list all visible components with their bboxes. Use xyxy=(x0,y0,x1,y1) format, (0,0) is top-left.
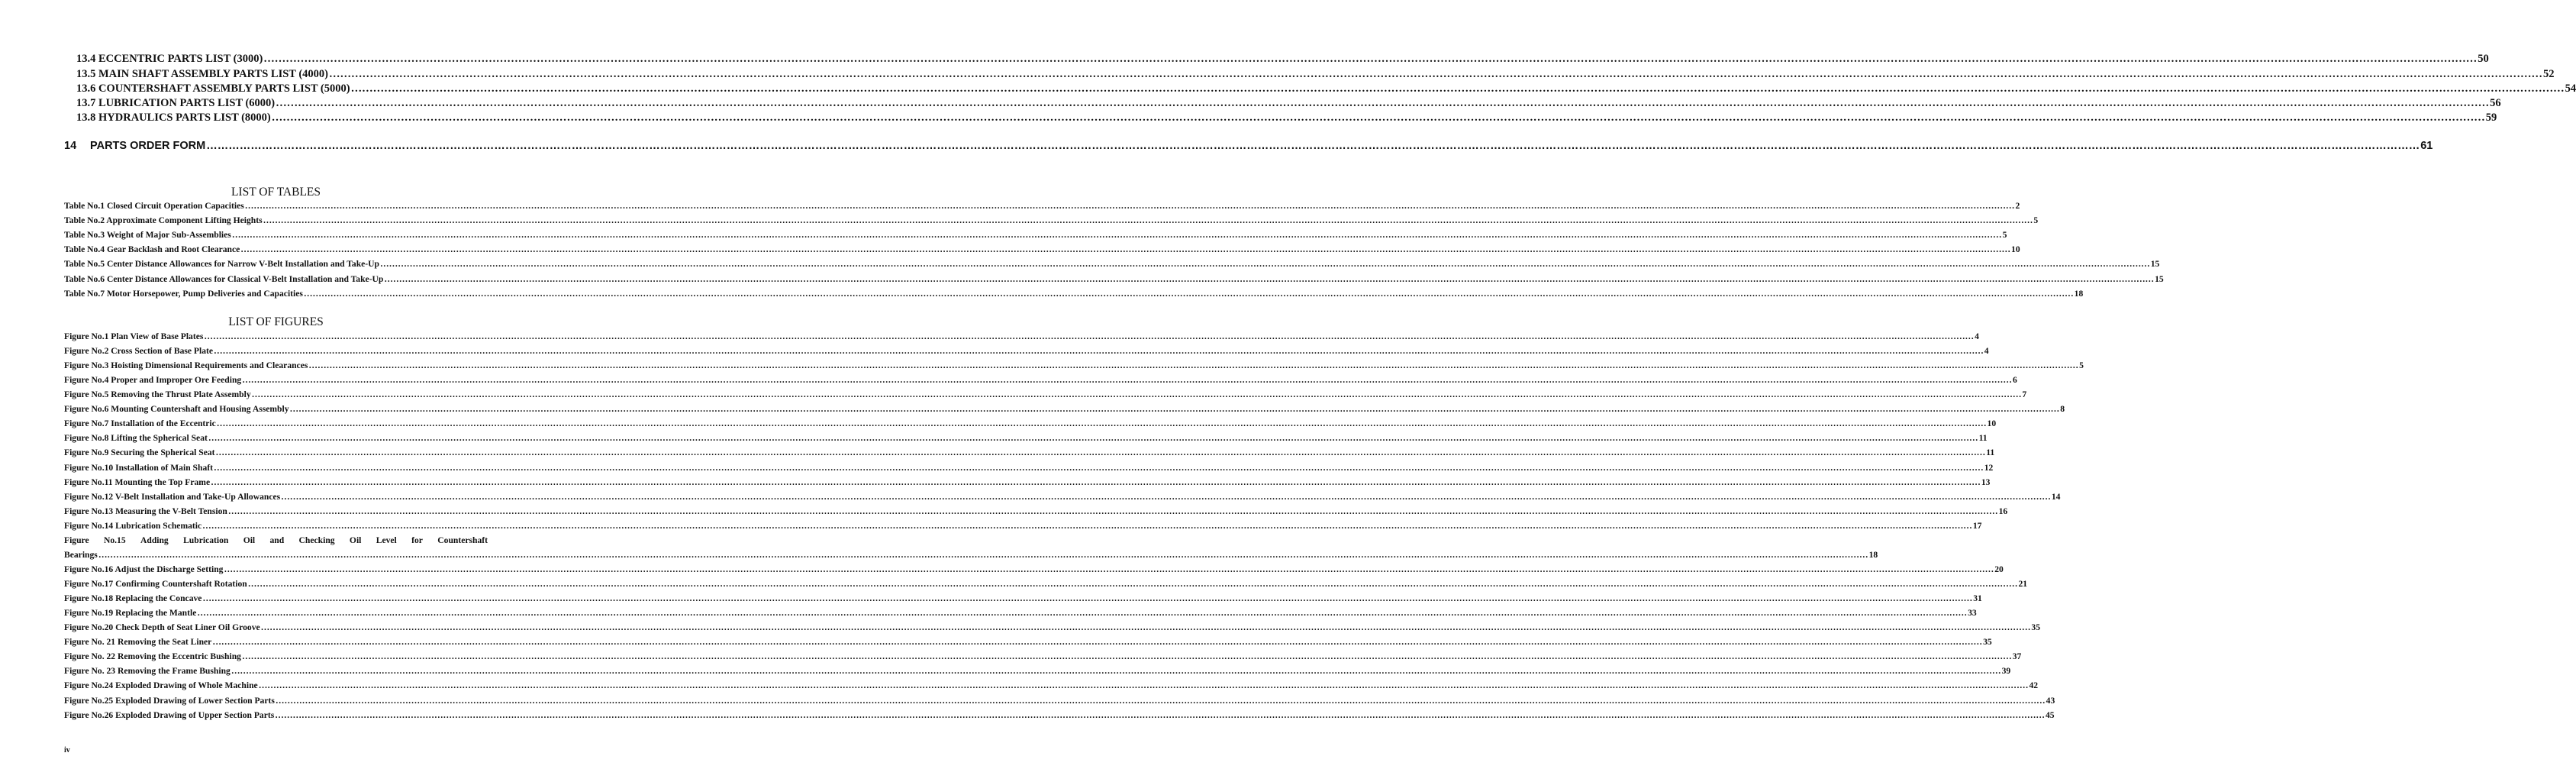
toc-subsection-13-7 xyxy=(76,97,2501,110)
dot-leader: …………………………………………………………………………………………………………………………………………………………………………………………………………………………………………………………………………………………………………………………………………………………………………………………………………………………………………………………………………………………………………………………………………………… xyxy=(328,68,2542,80)
toc-page-number: 14 xyxy=(2051,491,2061,502)
toc-page-number: 39 xyxy=(2001,666,2011,677)
dot-leader: …………………………………………………………………………………………………………………………………………………………………………………………………………………………………………………………………………………………………………………………………………………………………………………………………………………………………………………………………………………………………………………………………………………… xyxy=(263,53,2478,65)
word: Countershaft xyxy=(437,535,488,545)
figure-entry xyxy=(64,593,1982,604)
toc-page-number: 16 xyxy=(1998,506,2008,516)
toc-entry-text: Figure No.18 Replacing the Concave xyxy=(64,593,202,604)
toc-page-number: 31 xyxy=(1973,593,1982,604)
toc-page-number: 5 xyxy=(2079,360,2084,371)
dot-leader: …………………………………………………………………………………………………………………………………………………………………………………………………………………………………………………………………………………………………………………………………………………………………………………………………………………………………………………………………………………………………………………………………………………… xyxy=(206,140,2420,152)
dot-leader: …………………………………………………………………………………………………………………………………………………………………………………………………………………………………………………………………………………………………………………………………………………………………………………………………………………………………………………………………………………………………………………………………………………… xyxy=(216,418,1987,429)
toc-entry-text: Figure No.11 Mounting the Top Frame xyxy=(64,477,211,487)
word: and xyxy=(269,535,285,545)
toc-entry-text: Bearings xyxy=(64,549,98,560)
dot-leader: …………………………………………………………………………………………………………………………………………………………………………………………………………………………………………………………………………………………………………………………………………………………………………………………………………………………………………………………………………………………………………………………………………………… xyxy=(242,375,2012,386)
toc-page-number: 11 xyxy=(1978,433,1988,444)
toc-chapter-text xyxy=(64,140,205,152)
figure-entry-15-line-2 xyxy=(64,549,1878,560)
figure-entry xyxy=(64,375,2017,386)
list-of-figures-heading: LIST OF FIGURES xyxy=(228,315,324,328)
dot-leader: …………………………………………………………………………………………………………………………………………………………………………………………………………………………………………………………………………………………………………………………………………………………………………………………………………………………………………………………………………………………………………………………………………………… xyxy=(231,230,2002,241)
toc-entry-text: Table No.1 Closed Circuit Operation Capacities xyxy=(64,201,244,211)
figure-entry xyxy=(64,389,2027,400)
dot-leader: …………………………………………………………………………………………………………………………………………………………………………………………………………………………………………………………………………………………………………………………………………………………………………………………………………………………………………………………………………………………………………………………………………………… xyxy=(204,331,1975,341)
word: Oil xyxy=(243,535,256,545)
toc-page-number: 11 xyxy=(1986,448,1995,458)
table-entry xyxy=(64,259,2160,270)
toc-page-number: 5 xyxy=(2002,230,2007,241)
toc-chapter-14 xyxy=(64,140,2433,152)
toc-page-number: 6 xyxy=(2012,375,2017,386)
toc-page-number: 43 xyxy=(2046,695,2055,706)
dot-leader: …………………………………………………………………………………………………………………………………………………………………………………………………………………………………………………………………………………………………………………………………………………………………………………………………………………………………………………………………………………………………………………………………………………… xyxy=(211,477,1981,487)
figure-entry xyxy=(64,637,1992,648)
word: Level xyxy=(376,535,397,545)
chapter-title: PARTS ORDER FORM xyxy=(90,140,206,152)
dot-leader: …………………………………………………………………………………………………………………………………………………………………………………………………………………………………………………………………………………………………………………………………………………………………………………………………………………………………………………………………………………………………………………………………………………… xyxy=(197,608,1968,619)
toc-page-number: 2 xyxy=(2015,201,2020,211)
toc-subsection-13-8 xyxy=(76,111,2497,124)
toc-entry-text: Figure No.19 Replacing the Mantle xyxy=(64,608,197,619)
word: Lubrication xyxy=(183,535,229,545)
toc-entry-text: Figure No.3 Hoisting Dimensional Requirements and Clearances xyxy=(64,360,308,371)
toc-page-number: 52 xyxy=(2542,68,2555,80)
dot-leader: …………………………………………………………………………………………………………………………………………………………………………………………………………………………………………………………………………………………………………………………………………………………………………………………………………………………………………………………………………………………………………………………………………………… xyxy=(212,637,1983,648)
toc-entry-text: Figure No.17 Confirming Countershaft Rotation xyxy=(64,579,247,590)
toc-page-number: 18 xyxy=(1868,549,1878,560)
word: Figure xyxy=(64,535,89,545)
figure-entry xyxy=(64,520,1982,531)
toc-page-number: 37 xyxy=(2012,651,2022,662)
toc-entry-text: Table No.5 Center Distance Allowances for Narrow V-Belt Installation and Take-Up xyxy=(64,259,379,270)
dot-leader: …………………………………………………………………………………………………………………………………………………………………………………………………………………………………………………………………………………………………………………………………………………………………………………………………………………………………………………………………………………………………………………………………………………… xyxy=(251,389,2022,400)
dot-leader: …………………………………………………………………………………………………………………………………………………………………………………………………………………………………………………………………………………………………………………………………………………………………………………………………………………………………………………………………………………………………………………………………………………… xyxy=(308,360,2079,371)
list-of-tables-heading: LIST OF TABLES xyxy=(231,186,321,199)
word: Oil xyxy=(349,535,362,545)
table-entry xyxy=(64,288,2084,299)
figure-entry xyxy=(64,404,2065,415)
dot-leader: …………………………………………………………………………………………………………………………………………………………………………………………………………………………………………………………………………………………………………………………………………………………………………………………………………………………………………………………………………………………………………………………………………………… xyxy=(240,244,2011,255)
toc-page-number: 7 xyxy=(2022,389,2027,400)
dot-leader: …………………………………………………………………………………………………………………………………………………………………………………………………………………………………………………………………………………………………………………………………………………………………………………………………………………………………………………………………………………………………………………………………………………… xyxy=(263,215,2033,226)
figure-entry xyxy=(64,506,2008,516)
dot-leader: …………………………………………………………………………………………………………………………………………………………………………………………………………………………………………………………………………………………………………………………………………………………………………………………………………………………………………………………………………………………………………………………………………………… xyxy=(247,579,2018,590)
dot-leader: …………………………………………………………………………………………………………………………………………………………………………………………………………………………………………………………………………………………………………………………………………………………………………………………………………………………………………………………………………………………………………………………………………………… xyxy=(303,288,2074,299)
toc-page-number: 59 xyxy=(2485,111,2497,124)
toc-entry-text: 13.7 LUBRICATION PARTS LIST (6000) xyxy=(76,97,276,109)
dot-leader: …………………………………………………………………………………………………………………………………………………………………………………………………………………………………………………………………………………………………………………………………………………………………………………………………………………………………………………………………………………………………………………………………………………… xyxy=(275,709,2045,720)
dot-leader: …………………………………………………………………………………………………………………………………………………………………………………………………………………………………………………………………………………………………………………………………………………………………………………………………………………………………………………………………………………………………………………………………………………… xyxy=(215,448,1986,458)
figure-entry xyxy=(64,622,2041,633)
figure-entry xyxy=(64,680,2039,691)
figure-entry-15-line-1 xyxy=(64,535,488,545)
dot-leader: …………………………………………………………………………………………………………………………………………………………………………………………………………………………………………………………………………………………………………………………………………………………………………………………………………………………………………………………………………………………………………………………………………………… xyxy=(384,273,2155,284)
table-entry xyxy=(64,244,2020,255)
word: for xyxy=(411,535,423,545)
toc-entry-text: Table No.7 Motor Horsepower, Pump Deliveries and Capacities xyxy=(64,288,303,299)
figure-entry xyxy=(64,651,2022,662)
toc-page-number: 56 xyxy=(2490,97,2501,109)
toc-page-number: 10 xyxy=(1987,418,1997,429)
dot-leader: …………………………………………………………………………………………………………………………………………………………………………………………………………………………………………………………………………………………………………………………………………………………………………………………………………………………………………………………………………………………………………………………………………………… xyxy=(213,462,1984,473)
figure-entry xyxy=(64,477,1991,487)
dot-leader: …………………………………………………………………………………………………………………………………………………………………………………………………………………………………………………………………………………………………………………………………………………………………………………………………………………………………………………………………………………………………………………………………………………… xyxy=(227,506,1998,516)
toc-page-number: 33 xyxy=(1968,608,1977,619)
table-entry xyxy=(64,273,2164,284)
toc-page-number: 20 xyxy=(1994,564,2004,574)
dot-leader: …………………………………………………………………………………………………………………………………………………………………………………………………………………………………………………………………………………………………………………………………………………………………………………………………………………………………………………………………………………………………………………………………………………… xyxy=(202,593,1973,604)
toc-entry-text: Figure No.12 V-Belt Installation and Take-Up Allowances xyxy=(64,491,281,502)
toc-entry-text: Table No.4 Gear Backlash and Root Clearance xyxy=(64,244,240,255)
toc-subsection-13-6 xyxy=(76,82,2576,95)
toc-page-number: 10 xyxy=(2011,244,2020,255)
toc-entry-text: Figure No.13 Measuring the V-Belt Tension xyxy=(64,506,227,516)
toc-page-number: 5 xyxy=(2033,215,2039,226)
toc-subsection-13-5 xyxy=(76,68,2555,81)
figure-entry xyxy=(64,564,2004,574)
toc-entry-text: Figure No.8 Lifting the Spherical Seat xyxy=(64,433,208,444)
toc-page-number: 15 xyxy=(2155,273,2164,284)
toc-entry-text: Table No.3 Weight of Major Sub-Assemblies xyxy=(64,230,231,241)
dot-leader: …………………………………………………………………………………………………………………………………………………………………………………………………………………………………………………………………………………………………………………………………………………………………………………………………………………………………………………………………………………………………………………………………………………… xyxy=(231,666,2001,677)
toc-entry-text: Figure No.5 Removing the Thrust Plate Assembly xyxy=(64,389,251,400)
toc-entry-text: Figure No.1 Plan View of Base Plates xyxy=(64,331,204,341)
figure-entry xyxy=(64,346,1989,357)
word: Adding xyxy=(140,535,169,545)
dot-leader: …………………………………………………………………………………………………………………………………………………………………………………………………………………………………………………………………………………………………………………………………………………………………………………………………………………………………………………………………………………………………………………………………………………… xyxy=(202,520,1972,531)
dot-leader: …………………………………………………………………………………………………………………………………………………………………………………………………………………………………………………………………………………………………………………………………………………………………………………………………………………………………………………………………………………………………………………………………………………… xyxy=(244,201,2015,211)
dot-leader: …………………………………………………………………………………………………………………………………………………………………………………………………………………………………………………………………………………………………………………………………………………………………………………………………………………………………………………………………………………………………………………………………………………… xyxy=(380,259,2150,270)
toc-entry-text: Figure No.6 Mounting Countershaft and Housing Assembly xyxy=(64,404,289,415)
toc-page-number: 4 xyxy=(1984,346,1989,357)
dot-leader: …………………………………………………………………………………………………………………………………………………………………………………………………………………………………………………………………………………………………………………………………………………………………………………………………………………………………………………………………………………………………………………………………………………… xyxy=(98,549,1868,560)
toc-page-number: 42 xyxy=(2029,680,2039,691)
figure-entry xyxy=(64,448,1995,458)
toc-entry-text: Figure No. 21 Removing the Seat Liner xyxy=(64,637,212,648)
dot-leader: …………………………………………………………………………………………………………………………………………………………………………………………………………………………………………………………………………………………………………………………………………………………………………………………………………………………………………………………………………………………………………………………………………………… xyxy=(275,695,2046,706)
dot-leader: …………………………………………………………………………………………………………………………………………………………………………………………………………………………………………………………………………………………………………………………………………………………………………………………………………………………………………………………………………………………………………………………………………………… xyxy=(241,651,2012,662)
table-entry xyxy=(64,201,2020,211)
toc-entry-text: Table No.6 Center Distance Allowances for Classical V-Belt Installation and Take-Up xyxy=(64,273,384,284)
figure-entry xyxy=(64,462,1994,473)
toc-entry-text: Figure No.24 Exploded Drawing of Whole Machine xyxy=(64,680,258,691)
page-number: iv xyxy=(64,746,70,755)
toc-entry-text: 13.6 COUNTERSHAFT ASSEMBLY PARTS LIST (5000) xyxy=(76,82,350,95)
toc-entry-text: Figure No.14 Lubrication Schematic xyxy=(64,520,202,531)
toc-page-number: 21 xyxy=(2018,579,2028,590)
figure-entry xyxy=(64,695,2055,706)
toc-page-number: 18 xyxy=(2074,288,2084,299)
dot-leader: …………………………………………………………………………………………………………………………………………………………………………………………………………………………………………………………………………………………………………………………………………………………………………………………………………………………………………………………………………………………………………………………………………………… xyxy=(276,97,2490,109)
dot-leader: …………………………………………………………………………………………………………………………………………………………………………………………………………………………………………………………………………………………………………………………………………………………………………………………………………………………………………………………………………………………………………………………………………………… xyxy=(281,491,2051,502)
figure-entry xyxy=(64,709,2055,720)
toc-page-number: 17 xyxy=(1972,520,1982,531)
dot-leader: …………………………………………………………………………………………………………………………………………………………………………………………………………………………………………………………………………………………………………………………………………………………………………………………………………………………………………………………………………………………………………………………………………………… xyxy=(258,680,2029,691)
toc-entry-text: Figure No.2 Cross Section of Base Plate xyxy=(64,346,214,357)
toc-page-number: 8 xyxy=(2060,404,2065,415)
figure-entry xyxy=(64,666,2011,677)
toc-page-number: 45 xyxy=(2046,709,2055,720)
figure-entry xyxy=(64,608,1977,619)
dot-leader: …………………………………………………………………………………………………………………………………………………………………………………………………………………………………………………………………………………………………………………………………………………………………………………………………………………………………………………………………………………………………………………………………………………… xyxy=(350,82,2565,95)
table-entry xyxy=(64,230,2007,241)
figure-entry xyxy=(64,418,1997,429)
dot-leader: …………………………………………………………………………………………………………………………………………………………………………………………………………………………………………………………………………………………………………………………………………………………………………………………………………………………………………………………………………………………………………………………………………………… xyxy=(289,404,2060,415)
toc-entry-text: Figure No.9 Securing the Spherical Seat xyxy=(64,448,215,458)
figure-entry xyxy=(64,491,2061,502)
toc-page-number: 35 xyxy=(2031,622,2041,633)
toc-page-number: 35 xyxy=(1983,637,1992,648)
toc-entry-text: Figure No.26 Exploded Drawing of Upper Section Parts xyxy=(64,709,275,720)
toc-entry-text: Table No.2 Approximate Component Lifting Heights xyxy=(64,215,263,226)
chapter-number: 14 xyxy=(64,140,77,152)
toc-entry-text: 13.5 MAIN SHAFT ASSEMBLY PARTS LIST (4000) xyxy=(76,68,328,80)
toc-subsection-13-4 xyxy=(76,53,2489,66)
toc-page-number: 4 xyxy=(1975,331,1979,341)
toc-page-number: 54 xyxy=(2565,82,2576,95)
word: No.15 xyxy=(103,535,126,545)
dot-leader: …………………………………………………………………………………………………………………………………………………………………………………………………………………………………………………………………………………………………………………………………………………………………………………………………………………………………………………………………………………………………………………………………………………… xyxy=(208,433,1978,444)
toc-entry-text: Figure No.25 Exploded Drawing of Lower Section Parts xyxy=(64,695,275,706)
dot-leader: …………………………………………………………………………………………………………………………………………………………………………………………………………………………………………………………………………………………………………………………………………………………………………………………………………………………………………………………………………………………………………………………………………………… xyxy=(214,346,1984,357)
toc-entry-text: Figure No.16 Adjust the Discharge Setting xyxy=(64,564,224,574)
figure-entry xyxy=(64,579,2028,590)
toc-entry-text: 13.8 HYDRAULICS PARTS LIST (8000) xyxy=(76,111,271,124)
dot-leader: …………………………………………………………………………………………………………………………………………………………………………………………………………………………………………………………………………………………………………………………………………………………………………………………………………………………………………………………………………………………………………………………………………………… xyxy=(271,111,2485,124)
toc-page-number: 15 xyxy=(2150,259,2160,270)
toc-page-number: 13 xyxy=(1981,477,1991,487)
table-entry xyxy=(64,215,2039,226)
figure-entry xyxy=(64,433,1988,444)
toc-entry-text: Figure No. 23 Removing the Frame Bushing xyxy=(64,666,231,677)
toc-page-number: 12 xyxy=(1984,462,1994,473)
toc-page-number: 61 xyxy=(2420,140,2433,152)
toc-entry-text: Figure No. 22 Removing the Eccentric Bushing xyxy=(64,651,241,662)
word: Checking xyxy=(298,535,335,545)
toc-entry-text: Figure No.20 Check Depth of Seat Liner Oil Groove xyxy=(64,622,260,633)
toc-entry-text: Figure No.7 Installation of the Eccentric xyxy=(64,418,216,429)
toc-entry-text: 13.4 ECCENTRIC PARTS LIST (3000) xyxy=(76,53,263,65)
toc-page-number: 50 xyxy=(2478,53,2489,65)
dot-leader: …………………………………………………………………………………………………………………………………………………………………………………………………………………………………………………………………………………………………………………………………………………………………………………………………………………………………………………………………………………………………………………………………………………… xyxy=(224,564,1994,574)
toc-entry-text: Figure No.10 Installation of Main Shaft xyxy=(64,462,213,473)
figure-entry xyxy=(64,360,2084,371)
toc-entry-text: Figure No.4 Proper and Improper Ore Feeding xyxy=(64,375,242,386)
figure-entry xyxy=(64,331,1979,341)
dot-leader: …………………………………………………………………………………………………………………………………………………………………………………………………………………………………………………………………………………………………………………………………………………………………………………………………………………………………………………………………………………………………………………………………………………… xyxy=(260,622,2031,633)
